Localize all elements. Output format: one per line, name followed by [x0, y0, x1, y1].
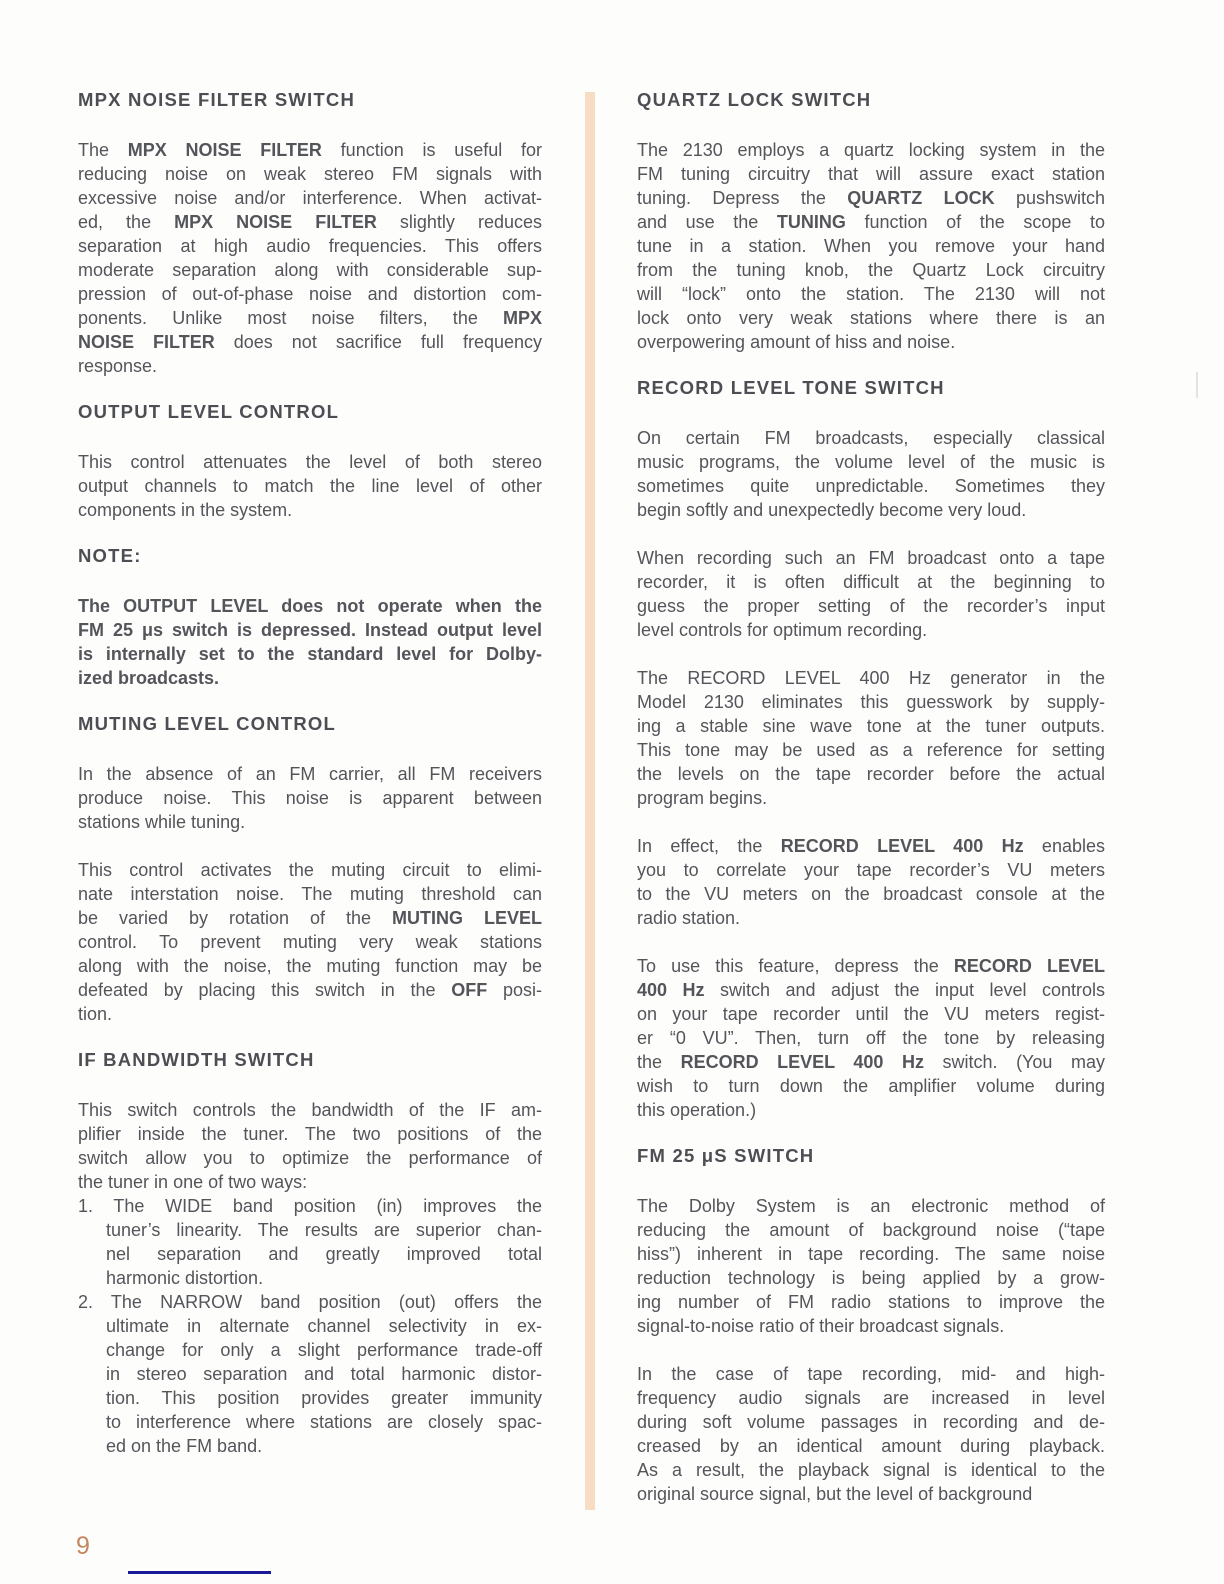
column-divider-bar: [585, 92, 595, 1510]
paragraph: In effect, the RECORD LEVEL 400 Hz enables you to correlate your tape recorder’s VU meters to the VU meters on the broadcast console at the radio station.: [637, 836, 1105, 928]
footer-underline: [128, 1571, 271, 1574]
section-heading: FM 25 μS SWITCH: [637, 1145, 815, 1166]
paragraph: When recording such an FM broadcast onto a tape recorder, it is often difficult at the beginning to guess the proper setting of the recorder’s input level controls for optimum recording.: [637, 548, 1105, 640]
section-heading: IF BANDWIDTH SWITCH: [78, 1049, 315, 1070]
left-column: [78, 88, 542, 1458]
right-column: [637, 88, 1105, 1506]
section-heading: QUARTZ LOCK SWITCH: [637, 89, 872, 110]
list-item: 2. The NARROW band position (out) offers the ultimate in alternate channel selectivity in ex- change for only a slight performance trade-off in stereo separation and total harmonic distor- tion. This position provides greater immunity to interference where stations are closely spac- ed on the FM band.: [78, 1292, 542, 1456]
section-heading: RECORD LEVEL TONE SWITCH: [637, 377, 945, 398]
paragraph: This control attenuates the level of both stereo output channels to match the line level of other components in the system.: [78, 452, 542, 520]
paragraph: The Dolby System is an electronic method of reducing the amount of background noise (“tape hiss”) inherent in tape recording. The same noise reduction technology is being applied by a grow- ing number of FM radio stations to improve the signal-to-noise ratio of their broadcast signals.: [637, 1196, 1105, 1336]
paragraph: To use this feature, depress the RECORD LEVEL 400 Hz switch and adjust the input level controls on your tape recorder until the VU meters regist- er “0 VU”. Then, turn off the tone by releasing the RECORD LEVEL 400 Hz switch. (You may wish to turn down the amplifier volume during this operation.): [637, 956, 1105, 1120]
paragraph: This switch controls the bandwidth of the IF am- plifier inside the tuner. The two positions of the switch allow you to optimize the performance of the tuner in one of two ways:: [78, 1100, 542, 1192]
paragraph: The OUTPUT LEVEL does not operate when the FM 25 μs switch is depressed. Instead output level is internally set to the standard level for Dolby- ized broadcasts.: [78, 596, 542, 688]
section-heading: OUTPUT LEVEL CONTROL: [78, 401, 340, 422]
paragraph: The RECORD LEVEL 400 Hz generator in the Model 2130 eliminates this guesswork by supply- ing a stable sine wave tone at the tuner outputs. This tone may be used as a reference for setting the levels on the tape recorder before the actual program begins.: [637, 668, 1105, 808]
paragraph: The 2130 employs a quartz locking system in the FM tuning circuitry that will assure exact station tuning. Depress the QUARTZ LOCK pushswitch and use the TUNING function of the scope to tune in a station. When you remove your hand from the tuning knob, the Quartz Lock circuitry will “lock” onto the station. The 2130 will not lock onto very weak stations where there is an overpowering amount of hiss and noise.: [637, 140, 1105, 352]
paragraph: On certain FM broadcasts, especially classical music programs, the volume level of the music is sometimes quite unpredictable. Sometimes they begin softly and unexpectedly become very loud.: [637, 428, 1105, 520]
section-heading: MUTING LEVEL CONTROL: [78, 713, 336, 734]
paragraph: In the case of tape recording, mid- and high- frequency audio signals are increased in level during soft volume passages in recording and de- creased by an identical amount during playback. As a result, the playback signal is identical to the original source signal, but the level of background: [637, 1364, 1105, 1504]
section-heading: MPX NOISE FILTER SWITCH: [78, 89, 356, 110]
list-item: 1. The WIDE band position (in) improves the tuner’s linearity. The results are superior chan- nel separation and greatly improved total harmonic distortion.: [78, 1196, 542, 1288]
paragraph: In the absence of an FM carrier, all FM receivers produce noise. This noise is apparent between stations while tuning.: [78, 764, 542, 832]
paragraph: This control activates the muting circuit to elimi- nate interstation noise. The muting threshold can be varied by rotation of the MUTING LEVEL control. To prevent muting very weak stations along with the noise, the muting function may be defeated by placing this switch in the OFF posi- tion.: [78, 860, 542, 1024]
paragraph: The MPX NOISE FILTER function is useful for reducing noise on weak stereo FM signals with excessive noise and/or interference. When activat- ed, the MPX NOISE FILTER slightly reduces separation at high audio frequencies. This offers moderate separation along with considerable sup- pression of out-of-phase noise and distortion com- ponents. Unlike most noise filters, the MPX NOISE FILTER does not sacrifice full frequency response.: [78, 140, 543, 376]
page-number: 9: [76, 1532, 90, 1560]
scan-artifact-mark: [1196, 372, 1198, 398]
section-heading: NOTE:: [78, 545, 142, 566]
